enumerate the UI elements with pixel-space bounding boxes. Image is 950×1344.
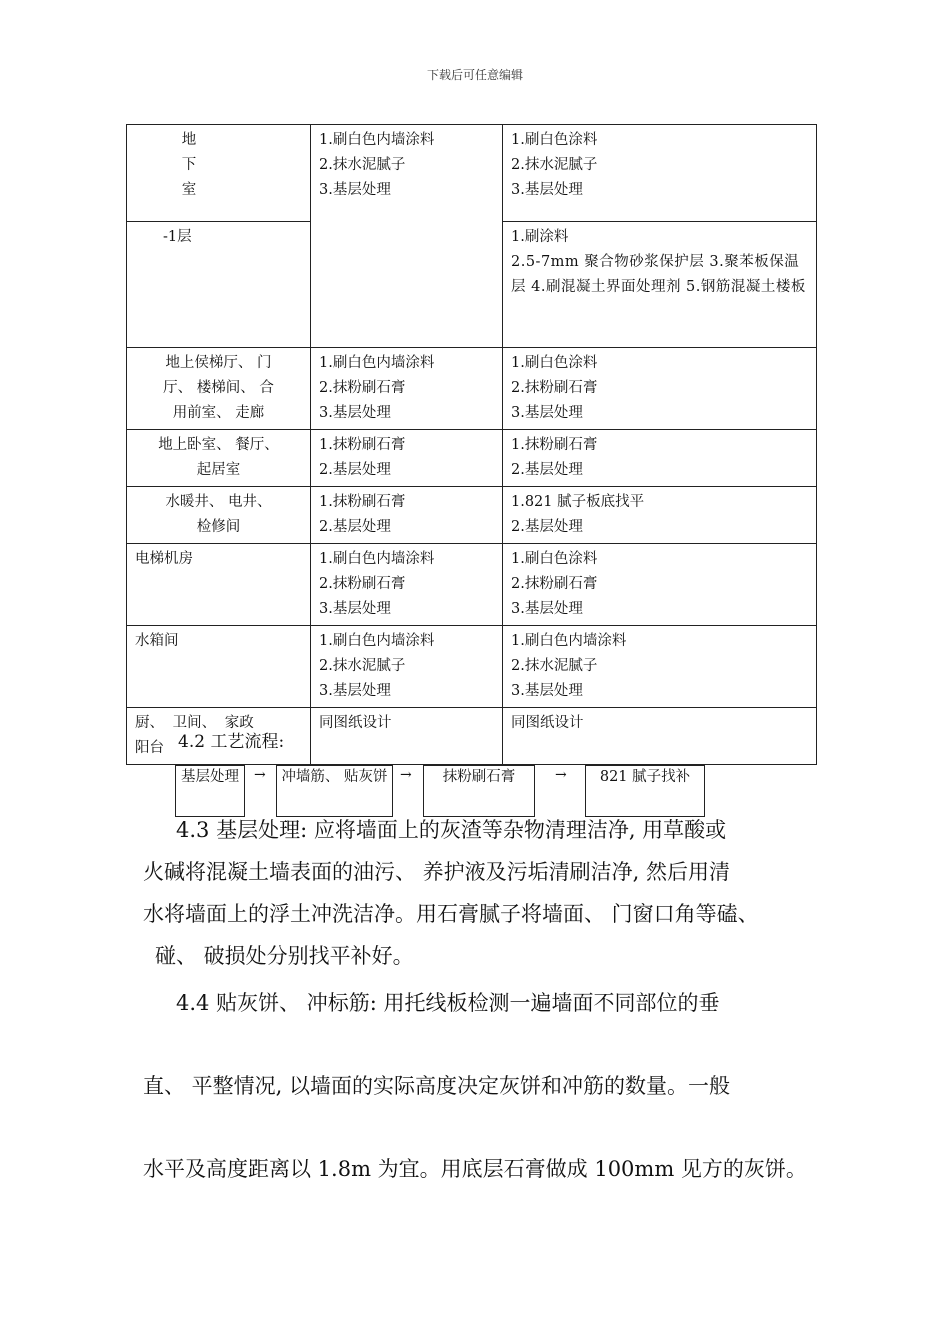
location-label: 电梯机房	[135, 551, 193, 567]
table-row	[127, 626, 817, 708]
finish-step: 2.抹水泥腻子	[511, 658, 598, 674]
flow-step-label: 821 腻子找补	[599, 769, 691, 785]
process-flow-title: 4.2 工艺流程:	[178, 732, 285, 752]
location-cell	[127, 222, 311, 348]
location-label: 地上卧室、 餐厅、	[158, 437, 279, 453]
finish-step: 1.刷白色内墙涂料	[319, 355, 435, 371]
finish-step: 1.抹粉刷石膏	[511, 437, 598, 453]
location-cell	[127, 626, 311, 708]
finish-step: 2.抹水泥腻子	[319, 157, 406, 173]
ceiling-finish-cell	[503, 348, 817, 430]
location-label: 厅、 楼梯间、 合	[163, 380, 274, 396]
location-label: 厨、 卫间、 家政	[135, 715, 254, 731]
interior-finish-cell	[311, 125, 503, 348]
finish-step: 1.抹粉刷石膏	[319, 437, 406, 453]
finish-step: 3.基层处理	[319, 182, 391, 198]
finish-step: 2.抹粉刷石膏	[319, 380, 406, 396]
finish-step: 2.5-7mm 聚合物砂浆保护层 3.聚苯板保温层 4.刷混凝土界面处理剂 5.钢筋混凝土楼板	[511, 254, 806, 295]
finish-step: 1.刷白色涂料	[511, 551, 598, 567]
location-cell	[127, 430, 311, 487]
location-cell	[127, 487, 311, 544]
interior-finish-cell	[311, 487, 503, 544]
finish-step: 1.刷涂料	[511, 229, 569, 245]
finish-step: 同图纸设计	[319, 715, 392, 731]
location-label: -1层	[163, 229, 192, 245]
arrow-right-icon: →	[254, 767, 266, 783]
finish-spec-table	[126, 124, 817, 765]
location-cell	[127, 544, 311, 626]
finish-step: 2.抹水泥腻子	[511, 157, 598, 173]
location-cell	[127, 348, 311, 430]
finish-step: 2.抹水泥腻子	[319, 658, 406, 674]
ceiling-finish-cell	[503, 222, 817, 348]
location-label: 下	[181, 157, 197, 173]
location-cell	[127, 125, 311, 222]
finish-step: 2.基层处理	[319, 519, 391, 535]
location-label: 起居室	[196, 462, 241, 478]
page-header: 下载后可任意编辑	[426, 68, 523, 82]
interior-finish-cell	[311, 544, 503, 626]
finish-step: 1.刷白色内墙涂料	[319, 551, 435, 567]
finish-step: 2.抹粉刷石膏	[511, 576, 598, 592]
location-label: 阳台	[135, 740, 164, 756]
finish-step: 1.刷白色涂料	[511, 132, 598, 148]
finish-step: 3.基层处理	[511, 601, 583, 617]
finish-step: 2.基层处理	[511, 519, 583, 535]
location-label: 用前室、 走廊	[172, 405, 265, 421]
table-row	[127, 348, 817, 430]
interior-finish-cell	[311, 626, 503, 708]
finish-step: 同图纸设计	[511, 715, 584, 731]
finish-step: 2.基层处理	[511, 462, 583, 478]
section-4-4-paragraph	[143, 982, 833, 1190]
ceiling-finish-cell	[503, 125, 817, 222]
flow-step-label: 抹粉刷石膏	[442, 769, 516, 785]
finish-step: 2.抹粉刷石膏	[319, 576, 406, 592]
finish-step: 1.刷白色涂料	[511, 355, 598, 371]
ceiling-finish-cell	[503, 708, 817, 765]
interior-finish-cell	[311, 708, 503, 765]
location-label: 室	[181, 182, 197, 198]
arrow-right-icon: →	[555, 767, 567, 783]
flow-step-label: 基层处理	[181, 769, 239, 785]
flow-step-label: 冲墙筋、 贴灰饼	[281, 769, 388, 785]
arrow-right-icon: →	[400, 767, 412, 783]
section-4-3-paragraph	[143, 809, 833, 977]
finish-step: 3.基层处理	[319, 683, 391, 699]
finish-step: 3.基层处理	[511, 182, 583, 198]
paragraph-line: 碰、 破损处分别找平补好。	[155, 944, 414, 968]
ceiling-finish-cell	[503, 544, 817, 626]
paragraph-line: 水将墙面上的浮土冲洗洁净。用石膏腻子将墙面、 门窗口角等磕、	[143, 902, 759, 926]
interior-finish-cell	[311, 348, 503, 430]
ceiling-finish-cell	[503, 626, 817, 708]
finish-step: 2.基层处理	[319, 462, 391, 478]
ceiling-finish-cell	[503, 487, 817, 544]
paragraph-line: 直、 平整情况, 以墙面的实际高度决定灰饼和冲筋的数量。一般	[143, 1074, 731, 1098]
location-label: 水箱间	[135, 633, 179, 649]
table-row	[127, 487, 817, 544]
table-row	[127, 544, 817, 626]
table-row-basement	[127, 125, 817, 222]
finish-step: 1.刷白色内墙涂料	[511, 633, 627, 649]
paragraph-line: 4.4 贴灰饼、 冲标筋: 用托线板检测一遍墙面不同部位的垂	[176, 991, 720, 1015]
table-row	[127, 430, 817, 487]
finish-step: 3.基层处理	[319, 601, 391, 617]
interior-finish-cell	[311, 430, 503, 487]
finish-step: 1.刷白色内墙涂料	[319, 132, 435, 148]
finish-step: 2.抹粉刷石膏	[511, 380, 598, 396]
paragraph-line: 水平及高度距离以 1.8m 为宜。用底层石膏做成 100mm 见方的灰饼。	[143, 1157, 807, 1181]
location-label: 地上侯梯厅、 门	[165, 355, 272, 371]
location-label: 水暖井、 电井、	[165, 494, 272, 510]
finish-step: 3.基层处理	[511, 405, 583, 421]
finish-step: 1.抹粉刷石膏	[319, 494, 406, 510]
location-label: 地	[181, 132, 197, 148]
finish-step: 3.基层处理	[319, 405, 391, 421]
finish-step: 3.基层处理	[511, 683, 583, 699]
paragraph-line: 火碱将混凝土墙表面的油污、 养护液及污垢清刷洁净, 然后用清	[143, 860, 731, 884]
finish-step: 1.刷白色内墙涂料	[319, 633, 435, 649]
finish-step: 1.821 腻子板底找平	[511, 494, 645, 510]
ceiling-finish-cell	[503, 430, 817, 487]
location-label: 检修间	[196, 519, 241, 535]
paragraph-line: 4.3 基层处理: 应将墙面上的灰渣等杂物清理洁净, 用草酸或	[176, 818, 727, 842]
